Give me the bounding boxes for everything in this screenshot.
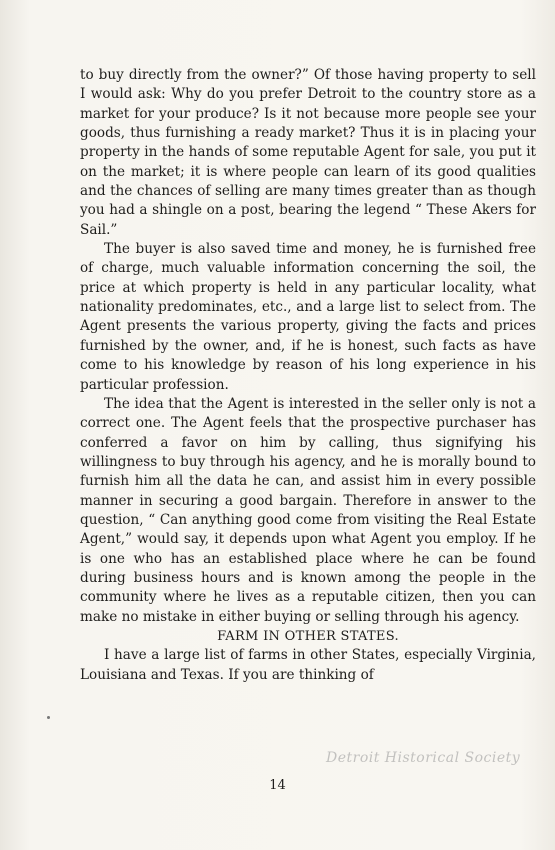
paragraph-3: The idea that the Agent is interested in the seller only is not a correct one. The Agent feels that the prospective purchaser has conferred a favor on him by calling, thus signifying his willingness to buy through his agency, and he is morally bound to furnish him all the data he can, and assist him in every possible manner in securing a good bargain. Therefore in answer to the question, “ Can anything good come from visiting the Real Estate Agent,” would say, it depends upon what Agent you employ. If he is one who has an established place where he can be found during business hours and is known among the people in the community where he lives as a reputable citizen, then you can make no mistake in either buying or selling through his agency. (80, 395, 536, 625)
watermark-text: Detroit Historical Society (326, 750, 521, 766)
paragraph-2: The buyer is also saved time and money, he is furnished free of charge, much valuable information concerning the soil, the price at which property is held in any particular locality, what nationality predominates, etc., and a large list to select from. The Agent presents the various property, giving the facts and prices furnished by the owner, and, if he is honest, such facts as have come to his knowledge by reason of his long experience in his particular profession. (80, 241, 536, 393)
section-heading: FARM IN OTHER STATES. (217, 628, 399, 644)
paragraph-4: I have a large list of farms in other States, especially Virginia, Louisiana and Texas. If you are thinking of (80, 647, 536, 683)
paper-speck (47, 716, 50, 719)
page-number: 14 (269, 778, 286, 793)
body-text (80, 66, 536, 685)
paragraph-1: to buy directly from the owner?” Of those having property to sell I would ask: Why do you prefer Detroit to the country store as a market for your produce? Is it not because more people see your goods, thus furnishing a ready market? Thus it is in placing your property in the hands of some reputable Agent for sale, you put it on the market; it is where people can learn of its good qualities and the chances of selling are many times greater than as though you had a shingle on a post, bearing the legend “ These Akers for Sail.” (80, 67, 536, 238)
